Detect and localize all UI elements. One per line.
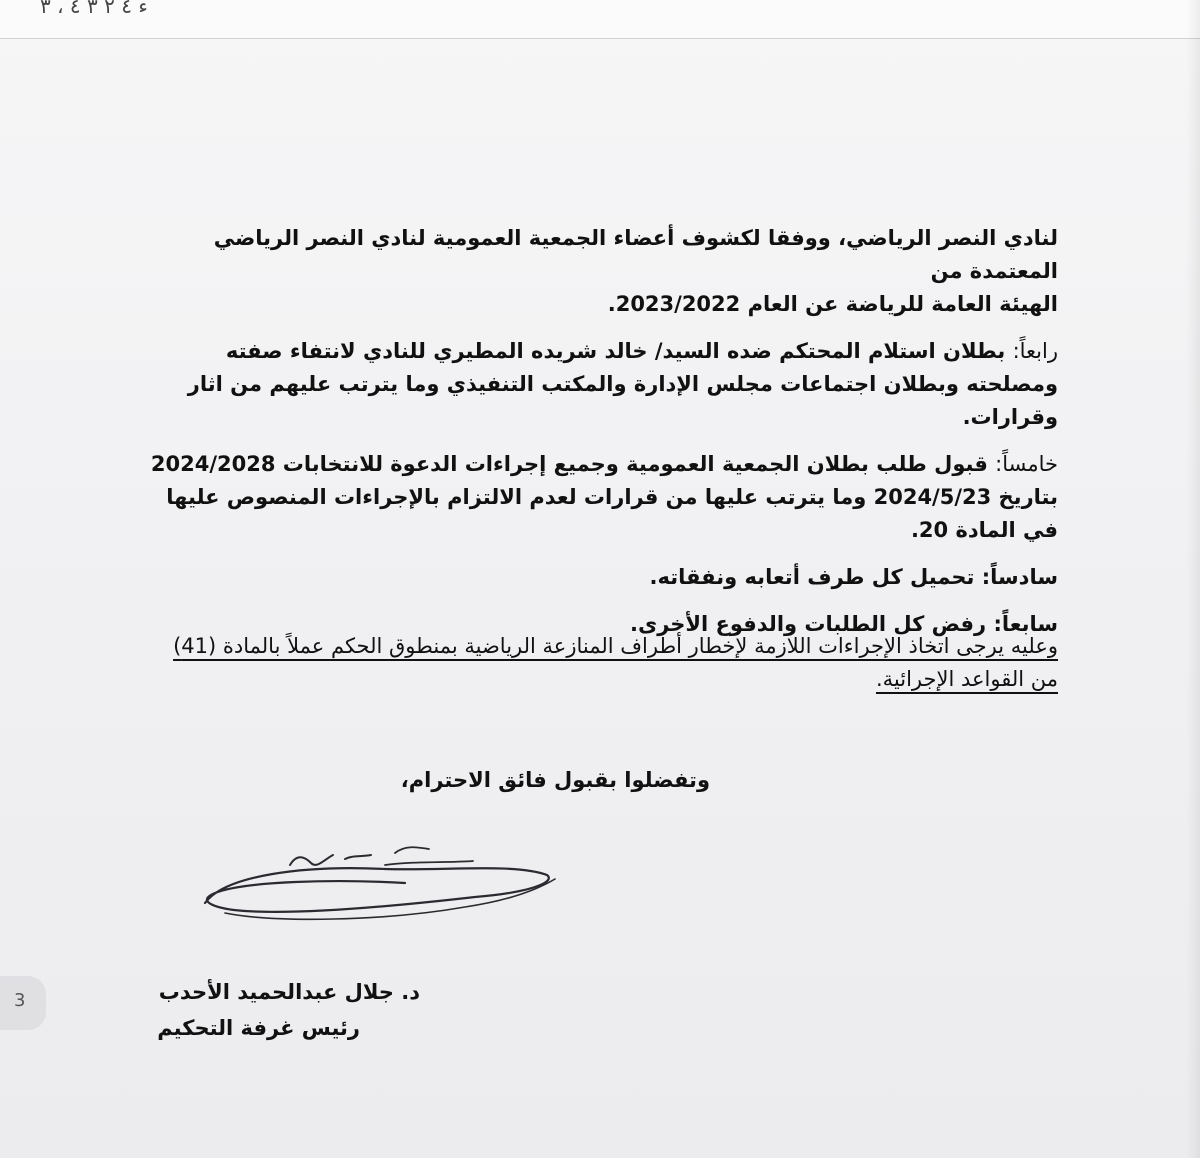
item-4-text: بطلان استلام المحتكم ضده السيد/ خالد شريده المطيري للنادي لانتفاء صفته ومصلحته وبطلان اجتماعات مجلس الإدارة والمكتب التنفيذي وما يترتب عليهم من اثار وقرارات.: [187, 339, 1058, 429]
intro-line-1: لنادي النصر الرياضي، ووفقا لكشوف أعضاء الجمعية العمومية لنادي النصر الرياضي المعتمدة من: [213, 226, 1058, 283]
item-5-label: خامساً:: [995, 452, 1058, 476]
page-shadow-edge: [1186, 0, 1200, 1158]
item-7-text: رفض كل الطلبات والدفوع الأخرى.: [629, 612, 987, 636]
item-6-label: سادساً:: [981, 565, 1058, 589]
item-7-label: سابعاً:: [993, 612, 1058, 636]
notification-instruction: وعليه يرجى اتخاذ الإجراءات اللازمة لإخطار أطراف المنازعة الرياضية بمنطوق الحكم عملاً بالمادة (41) من القواعد الإجرائية.: [173, 634, 1058, 691]
page-number: 3: [14, 990, 26, 1011]
item-4-label: رابعاً:: [1012, 339, 1058, 363]
ruling-body: [140, 222, 1058, 655]
previous-page-edge: [0, 0, 1200, 39]
intro-line-2: الهيئة العامة للرياضة عن العام 2023/2022.: [607, 292, 1058, 316]
signer-title: رئيس غرفة التحكيم: [157, 1016, 360, 1040]
handwritten-signature: [185, 835, 565, 935]
ruling-item-4: [140, 335, 1058, 434]
item-5-text: قبول طلب بطلان الجمعية العمومية وجميع إجراءات الدعوة للانتخابات 2024/2028 بتاريخ 2024/5/23 وما يترتب عليها من قرارات لعدم الالتزام بالإجراءات المنصوص عليها في المادة 20.: [150, 452, 1058, 542]
ruling-item-6: [140, 561, 1058, 594]
intro-paragraph: [140, 222, 1058, 321]
ruling-item-5: [140, 448, 1058, 547]
item-6-text: تحميل كل طرف أتعابه ونفقاته.: [649, 565, 975, 589]
signer-name: د. جلال عبدالحميد الأحدب: [158, 980, 420, 1004]
top-text-fragment: ء ٤ ٢ ٣ ٤ ، ٣: [40, 0, 148, 18]
closing-salutation: وتفضلوا بقبول فائق الاحترام،: [400, 768, 710, 792]
